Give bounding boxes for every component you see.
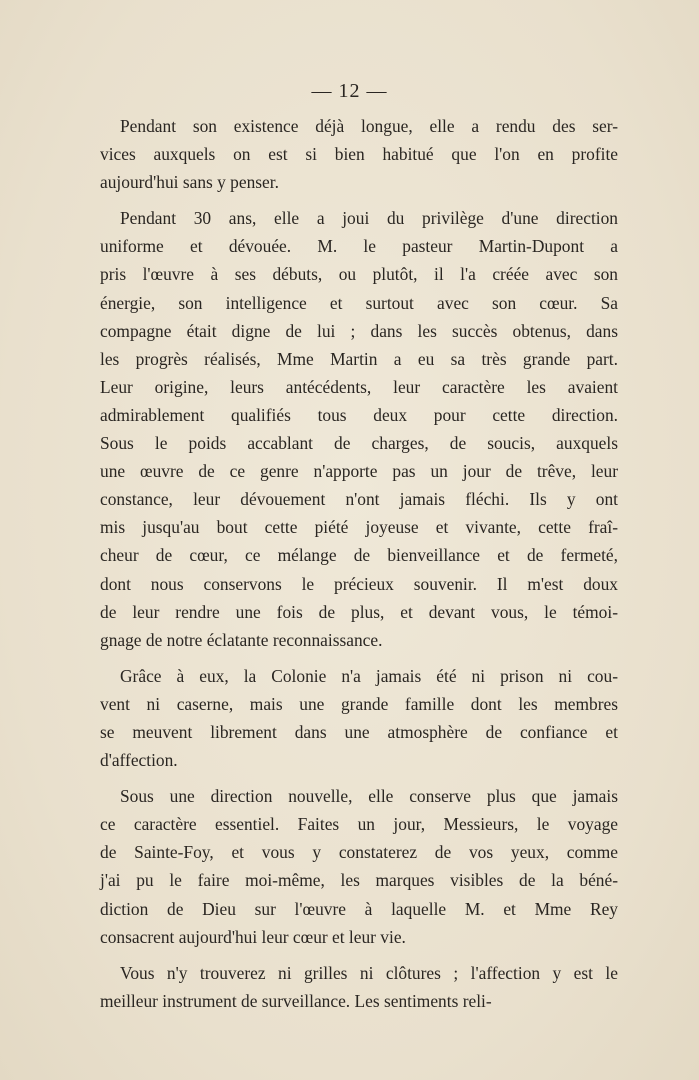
- text-line: j'ai pu le faire moi-même, les marques visibles de la béné-: [100, 870, 618, 891]
- paragraph: [100, 959, 618, 1015]
- text-line: pris l'œuvre à ses débuts, ou plutôt, il l'a créée avec son: [100, 264, 618, 285]
- text-line: Pendant 30 ans, elle a joui du privilège d'une direction: [120, 208, 618, 229]
- paragraph-gap: [100, 654, 618, 662]
- paragraph-gap: [100, 774, 618, 782]
- text-line: compagne était digne de lui ; dans les succès obtenus, dans: [100, 320, 618, 341]
- text-line: les progrès réalisés, Mme Martin a eu sa très grande part.: [100, 348, 618, 369]
- paragraph: [100, 662, 618, 774]
- text-line: Grâce à eux, la Colonie n'a jamais été ni prison ni cou-: [120, 665, 618, 686]
- text-line: de Sainte-Foy, et vous y constaterez de vos yeux, comme: [100, 842, 618, 863]
- paragraph: [100, 782, 618, 951]
- text-line: d'affection.: [100, 750, 178, 771]
- paragraph-gap: [100, 196, 618, 204]
- text-line: diction de Dieu sur l'œuvre à laquelle M. et Mme Rey: [100, 898, 618, 919]
- text-line: énergie, son intelligence et surtout avec son cœur. Sa: [100, 292, 618, 313]
- text-line: se meuvent librement dans une atmosphère de confiance et: [100, 721, 618, 742]
- text-line: cheur de cœur, ce mélange de bienveillance et de fermeté,: [100, 545, 618, 566]
- paragraph: [100, 112, 618, 196]
- page-number: — 12 —: [311, 80, 388, 102]
- text-line: une œuvre de ce genre n'apporte pas un jour de trêve, leur: [100, 461, 618, 482]
- text-line: constance, leur dévouement n'ont jamais fléchi. Ils y ont: [100, 489, 618, 510]
- text-line: admirablement qualifiés tous deux pour cette direction.: [100, 404, 618, 425]
- text-line: uniforme et dévouée. M. le pasteur Martin-Dupont a: [100, 236, 618, 257]
- text-line: vent ni caserne, mais une grande famille dont les membres: [100, 693, 618, 714]
- body-text: [100, 112, 618, 1015]
- text-line: dont nous conservons le précieux souvenir. Il m'est doux: [100, 573, 618, 594]
- text-line: Pendant son existence déjà longue, elle a rendu des ser-: [120, 116, 618, 136]
- text-line: Sous une direction nouvelle, elle conserve plus que jamais: [120, 786, 618, 807]
- text-line: gnage de notre éclatante reconnaissance.: [100, 629, 383, 650]
- text-line: consacrent aujourd'hui leur cœur et leur vie.: [100, 926, 406, 947]
- text-line: aujourd'hui sans y penser.: [100, 172, 279, 193]
- text-line: ce caractère essentiel. Faites un jour, Messieurs, le voyage: [100, 814, 618, 835]
- paragraph-gap: [100, 951, 618, 959]
- text-line: mis jusqu'au bout cette piété joyeuse et vivante, cette fraî-: [100, 517, 618, 538]
- paragraph: [100, 204, 618, 654]
- text-line: vices auxquels on est si bien habitué que l'on en profite: [100, 144, 618, 165]
- text-line: meilleur instrument de surveillance. Les sentiments reli-: [100, 990, 492, 1011]
- text-line: Sous le poids accablant de charges, de soucis, auxquels: [100, 433, 618, 454]
- text-line: Leur origine, leurs antécédents, leur caractère les avaient: [100, 376, 618, 397]
- text-line: de leur rendre une fois de plus, et devant vous, le témoi-: [100, 601, 618, 622]
- text-line: Vous n'y trouverez ni grilles ni clôtures ; l'affection y est le: [120, 962, 618, 983]
